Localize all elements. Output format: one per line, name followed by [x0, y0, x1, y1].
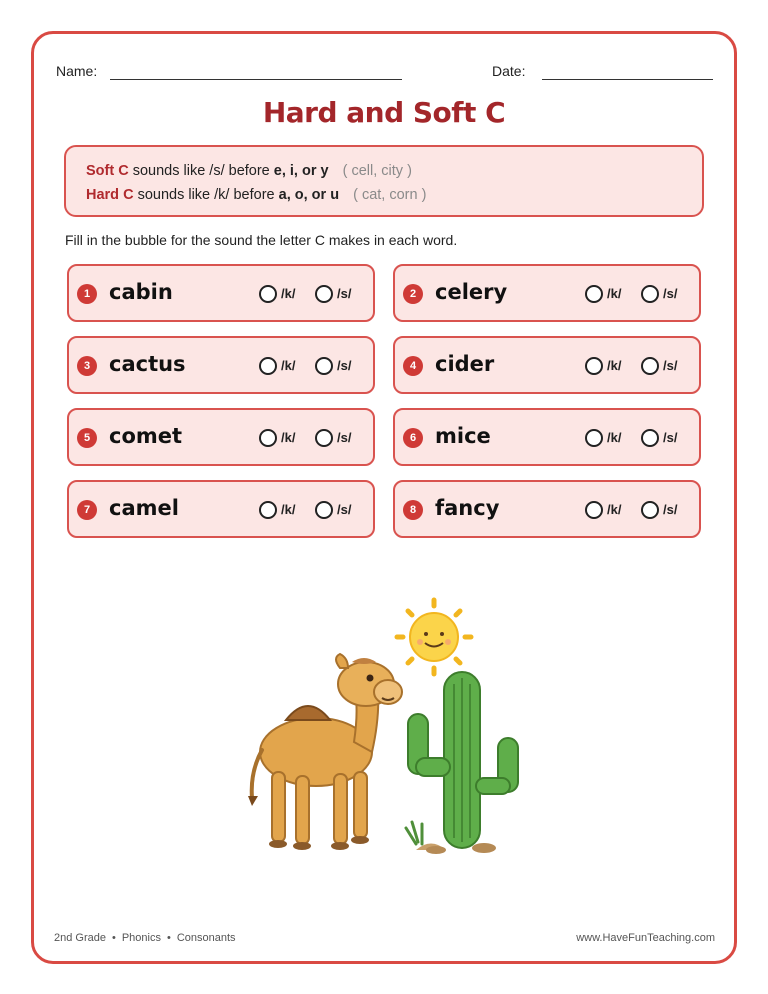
- option-s-label: /s/: [663, 502, 678, 517]
- word: comet: [109, 424, 183, 448]
- item-number: 8: [403, 500, 423, 520]
- item-number: 5: [77, 428, 97, 448]
- bubble-s[interactable]: [315, 285, 333, 303]
- bubble-s[interactable]: [641, 285, 659, 303]
- bubble-k[interactable]: [259, 501, 277, 519]
- instructions: Fill in the bubble for the sound the letter C makes in each word.: [65, 232, 458, 248]
- option-s-label: /s/: [337, 502, 352, 517]
- word-card-3: [67, 336, 375, 394]
- item-number: 4: [403, 356, 423, 376]
- date-field[interactable]: [542, 79, 713, 80]
- footer-site[interactable]: www.HaveFunTeaching.com: [576, 932, 715, 944]
- option-k-label: /k/: [281, 430, 296, 445]
- rules-box: [64, 145, 704, 217]
- word: camel: [109, 496, 179, 520]
- item-number: 1: [77, 284, 97, 304]
- bubble-s[interactable]: [641, 357, 659, 375]
- camel-icon: [248, 654, 402, 850]
- footer-subject: Phonics: [121, 932, 161, 944]
- word-card-4: [393, 336, 701, 394]
- hard-c-term: Hard C: [86, 187, 134, 203]
- option-s-label: /s/: [337, 286, 352, 301]
- soft-c-examples: ( cell, city ): [342, 163, 412, 179]
- bubble-k[interactable]: [585, 285, 603, 303]
- item-number: 3: [77, 356, 97, 376]
- bullet-separator: •: [111, 932, 116, 944]
- word-card-6: [393, 408, 701, 466]
- option-k-label: /k/: [281, 286, 296, 301]
- bullet-separator: •: [166, 932, 171, 944]
- bubble-s[interactable]: [641, 429, 659, 447]
- name-label: Name:: [56, 63, 98, 79]
- word-card-8: [393, 480, 701, 538]
- cactus-icon: [406, 672, 518, 854]
- word: cider: [435, 352, 495, 376]
- bubble-k[interactable]: [585, 357, 603, 375]
- page-title: Hard and Soft C: [262, 96, 506, 129]
- hard-c-rule: [86, 183, 702, 207]
- option-k-label: /k/: [281, 502, 296, 517]
- hard-c-letters: a, o, or u: [278, 187, 340, 203]
- bubble-k[interactable]: [259, 357, 277, 375]
- soft-c-term: Soft C: [86, 163, 129, 179]
- option-k-label: /k/: [281, 358, 296, 373]
- option-k-label: /k/: [607, 502, 622, 517]
- bubble-s[interactable]: [315, 501, 333, 519]
- soft-c-text: sounds like /s/ before: [132, 163, 270, 179]
- option-s-label: /s/: [663, 430, 678, 445]
- bubble-k[interactable]: [585, 429, 603, 447]
- word-card-2: [393, 264, 701, 322]
- word-card-1: [67, 264, 375, 322]
- word-grid: [67, 264, 701, 540]
- desert-illustration: [236, 592, 536, 862]
- bubble-s[interactable]: [315, 357, 333, 375]
- soft-c-letters: e, i, or y: [273, 163, 329, 179]
- option-k-label: /k/: [607, 358, 622, 373]
- hard-c-examples: ( cat, corn ): [353, 187, 427, 203]
- bubble-k[interactable]: [259, 429, 277, 447]
- option-k-label: /k/: [607, 286, 622, 301]
- word: celery: [435, 280, 508, 304]
- word: mice: [435, 424, 491, 448]
- soft-c-rule: [86, 159, 702, 183]
- footer-grade: 2nd Grade: [54, 932, 106, 944]
- option-s-label: /s/: [663, 286, 678, 301]
- word: cactus: [109, 352, 186, 376]
- name-field[interactable]: [110, 79, 402, 80]
- name-date-row: [56, 63, 716, 85]
- bubble-s[interactable]: [641, 501, 659, 519]
- hard-c-text: sounds like /k/ before: [137, 187, 275, 203]
- word-card-5: [67, 408, 375, 466]
- item-number: 7: [77, 500, 97, 520]
- bubble-s[interactable]: [315, 429, 333, 447]
- option-s-label: /s/: [337, 358, 352, 373]
- option-s-label: /s/: [663, 358, 678, 373]
- item-number: 2: [403, 284, 423, 304]
- bubble-k[interactable]: [585, 501, 603, 519]
- date-label: Date:: [492, 63, 526, 79]
- footer-tags: [54, 932, 236, 944]
- word-card-7: [67, 480, 375, 538]
- word: fancy: [435, 496, 500, 520]
- footer-topic: Consonants: [176, 932, 236, 944]
- item-number: 6: [403, 428, 423, 448]
- sun-icon: [397, 600, 471, 674]
- option-k-label: /k/: [607, 430, 622, 445]
- bubble-k[interactable]: [259, 285, 277, 303]
- word: cabin: [109, 280, 173, 304]
- option-s-label: /s/: [337, 430, 352, 445]
